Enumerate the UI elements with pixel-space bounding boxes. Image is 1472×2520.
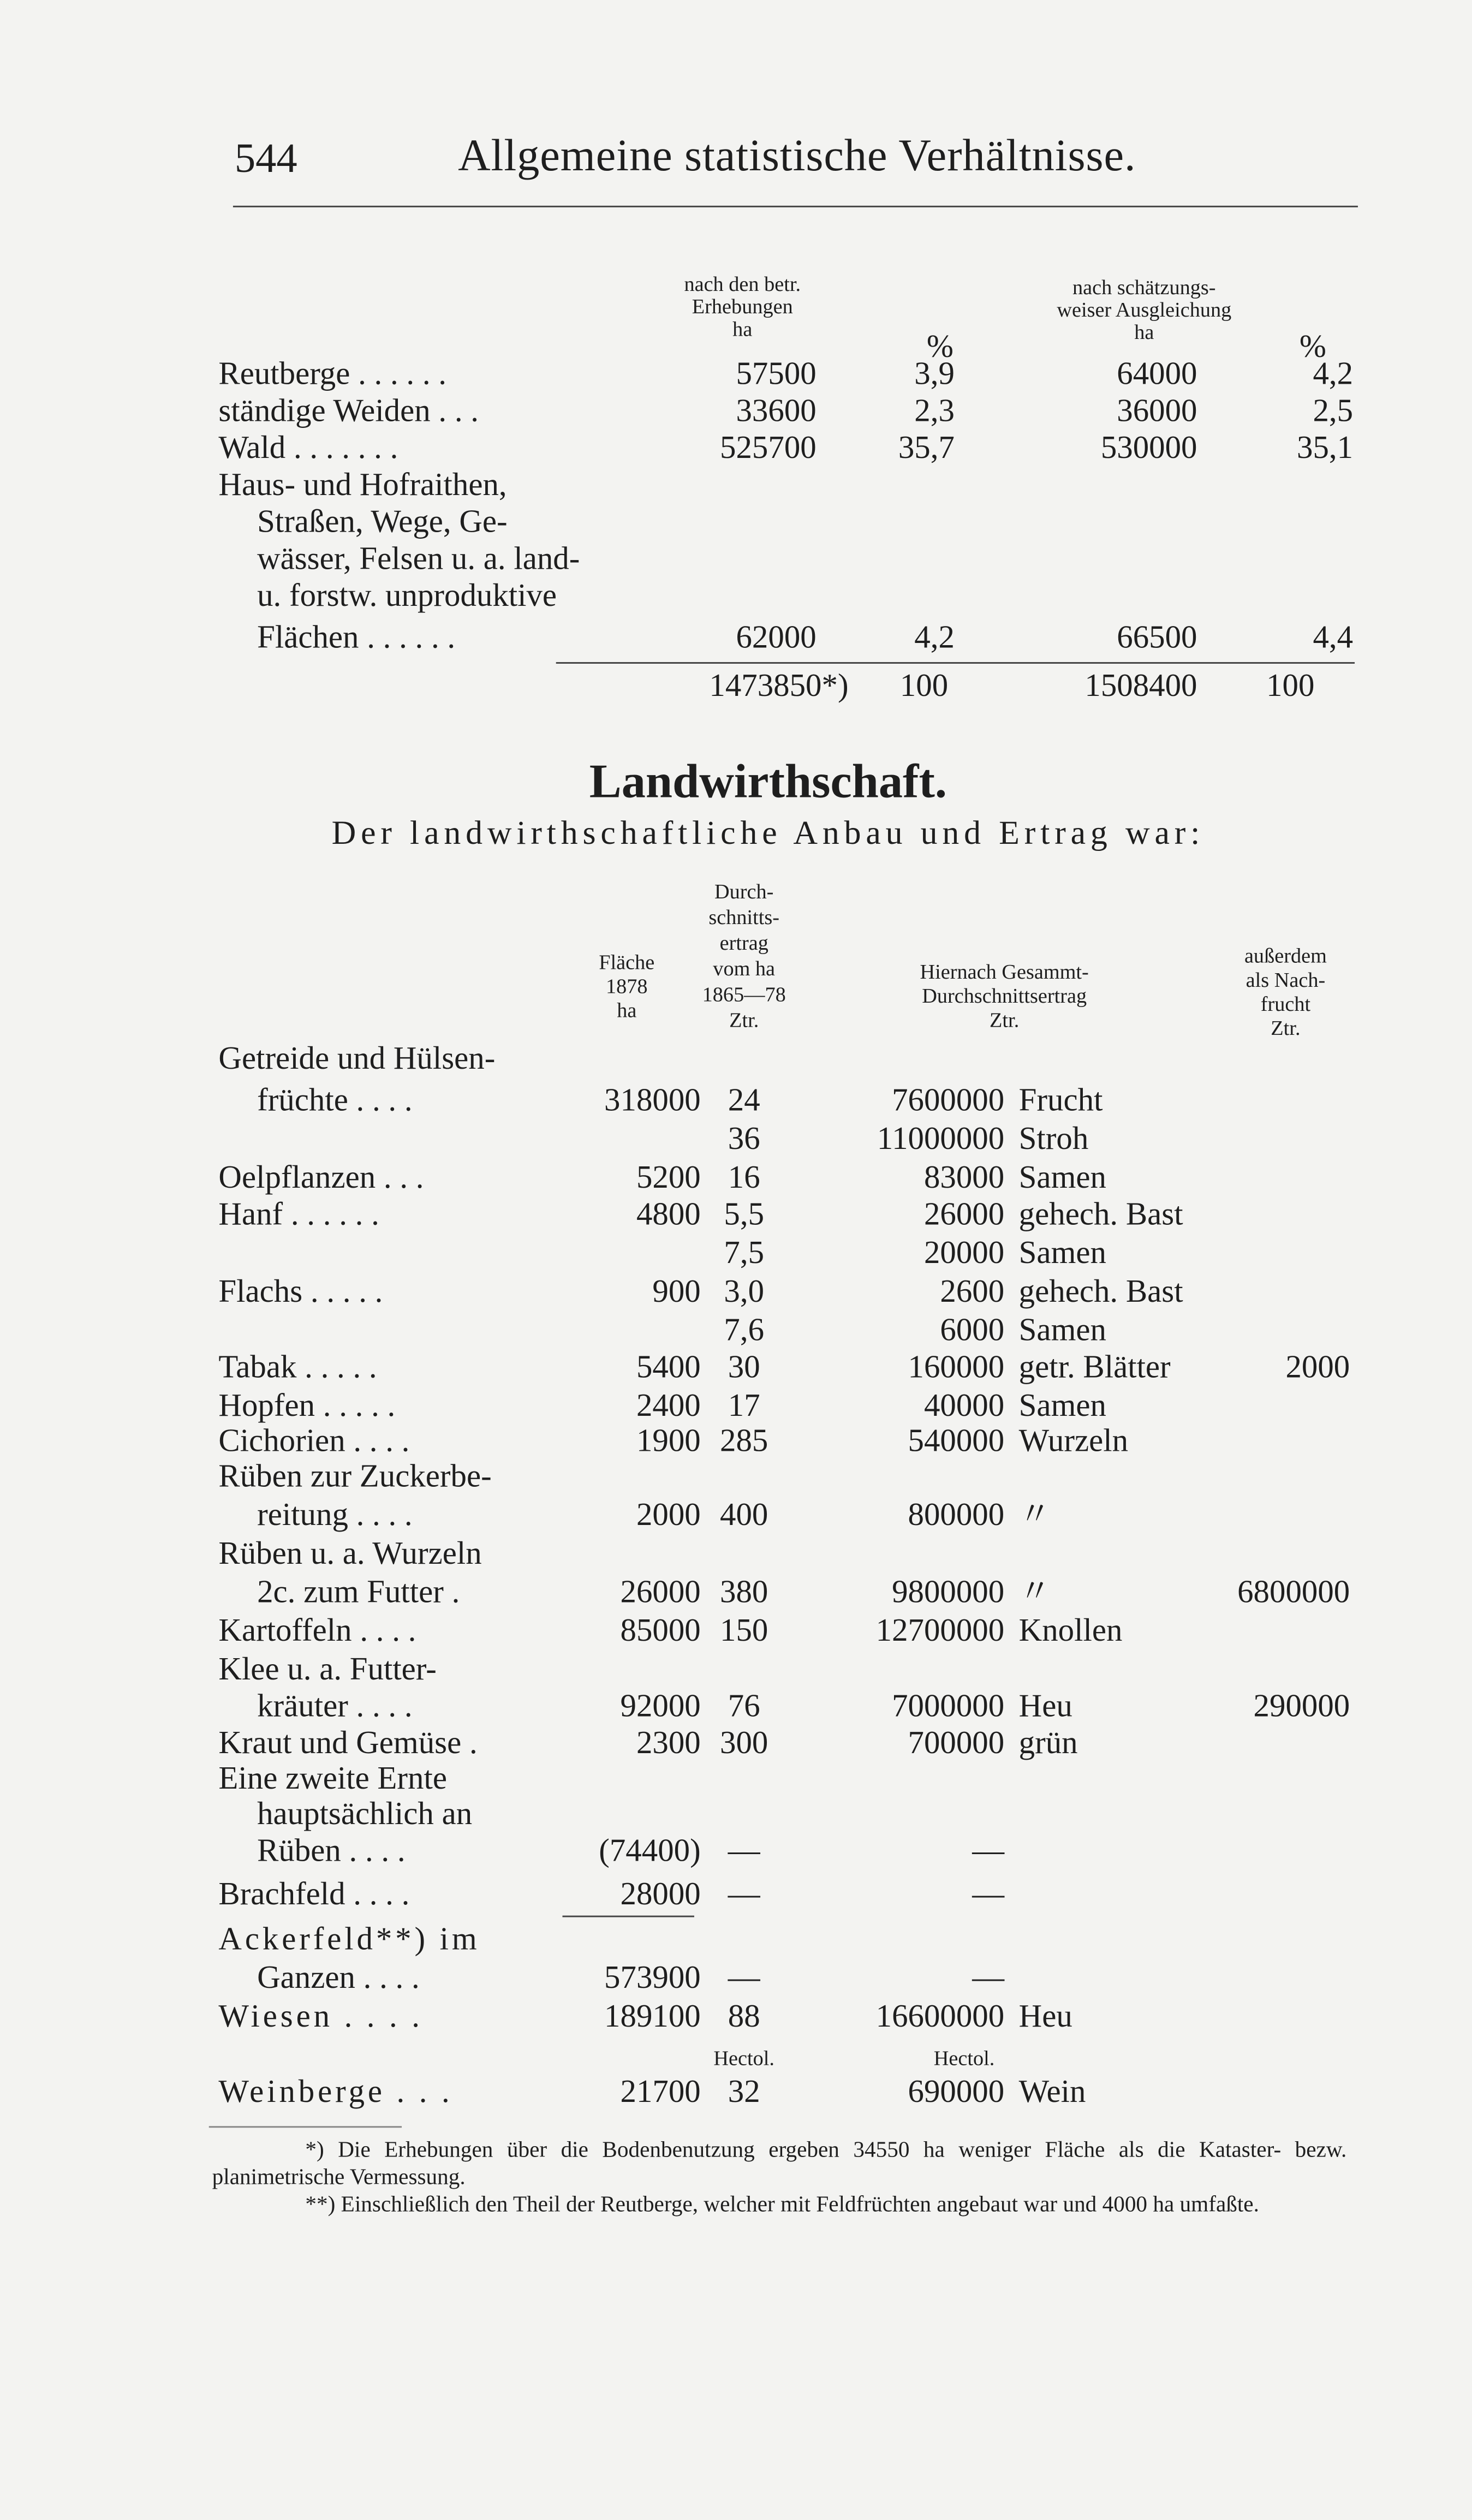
row-label: Kartoffeln . . . . bbox=[218, 1613, 416, 1649]
total-ha-ausgleichung: 1508400 bbox=[1084, 668, 1197, 704]
row-label: Klee u. a. Futter- bbox=[218, 1652, 437, 1688]
cell-gesammt: 9800000 bbox=[892, 1575, 1005, 1611]
row-label: Wald . . . . . . . bbox=[218, 431, 398, 466]
column-header-ausgleichung: ha bbox=[1134, 319, 1154, 344]
cell-gesammt: 12700000 bbox=[875, 1613, 1005, 1649]
cell-flaeche: 85000 bbox=[620, 1613, 701, 1649]
cell-ha-ausgleichung: 36000 bbox=[1117, 394, 1197, 430]
footnote-rule bbox=[209, 2126, 402, 2128]
row-label: Hopfen . . . . . bbox=[218, 1388, 396, 1424]
total-percent-erhebungen: 100 bbox=[899, 668, 949, 704]
unit-gesammt: Hectol. bbox=[933, 2046, 995, 2070]
row-label: Tabak . . . . . bbox=[218, 1350, 377, 1385]
cell-gesammt: 2600 bbox=[940, 1274, 1005, 1310]
cell-ertrag: 3,0 bbox=[724, 1274, 765, 1310]
cell-gesammt: — bbox=[972, 1833, 1005, 1869]
column-header-ertrag: Ztr. bbox=[729, 1008, 759, 1032]
column-header-flaeche: 1878 bbox=[606, 974, 648, 998]
cell-ertrag: 380 bbox=[720, 1575, 768, 1611]
column-header-ausgleichung: weiser Ausgleichung bbox=[1057, 297, 1232, 321]
cell-einheit: 〃 bbox=[1018, 1575, 1051, 1611]
footnote-1: *) Die Erhebungen über die Bodenbenutzung ergeben 34550 ha weniger Fläche als die Kataster- bezw. planimetrische Vermessung. bbox=[212, 2138, 1347, 2191]
cell-gesammt: 26000 bbox=[923, 1197, 1005, 1233]
cell-ertrag: 17 bbox=[728, 1388, 760, 1424]
total-ha-erhebungen: 1473850*) bbox=[709, 668, 849, 704]
cell-percent-ausgleichung: 4,2 bbox=[1313, 356, 1354, 392]
column-header-ertrag: 1865—78 bbox=[702, 981, 786, 1006]
footnote-2: **) Einschließlich den Theil der Reutberge, welcher mit Feldfrüchten angebaut war und 4000 ha umfaßte. bbox=[305, 2193, 1259, 2218]
cell-einheit: Wein bbox=[1018, 2075, 1086, 2110]
cell-percent-erhebungen: 3,9 bbox=[914, 356, 955, 392]
cell-nachfrucht: 290000 bbox=[1253, 1689, 1350, 1725]
column-header-nachfrucht: Ztr. bbox=[1271, 1015, 1301, 1040]
cell-percent-ausgleichung: 35,1 bbox=[1297, 431, 1354, 466]
cell-ertrag: 76 bbox=[728, 1689, 760, 1725]
row-label: Flachs . . . . . bbox=[218, 1274, 383, 1310]
cell-ertrag: — bbox=[728, 1876, 760, 1913]
cell-ertrag: 5,5 bbox=[724, 1197, 765, 1233]
cell-einheit: Frucht bbox=[1018, 1083, 1103, 1119]
unit-ertrag: Hectol. bbox=[713, 2046, 775, 2070]
cell-ertrag: 24 bbox=[728, 1083, 760, 1119]
cell-gesammt: — bbox=[972, 1961, 1005, 1996]
cell-gesammt: 7000000 bbox=[892, 1689, 1005, 1725]
cell-gesammt: 160000 bbox=[908, 1350, 1005, 1385]
column-header-gesammt: Ztr. bbox=[990, 1008, 1020, 1032]
section-subtitle: Der landwirthschaftliche Anbau und Ertrag war: bbox=[331, 813, 1205, 852]
row-label: Hanf . . . . . . bbox=[218, 1197, 379, 1233]
row-label: Haus- und Hofraithen, bbox=[218, 467, 507, 503]
cell-nachfrucht: 2000 bbox=[1285, 1350, 1350, 1385]
row-label: Ackerfeld**) im bbox=[218, 1922, 480, 1958]
cell-einheit: Wurzeln bbox=[1018, 1423, 1129, 1459]
cell-ha-ausgleichung: 530000 bbox=[1100, 431, 1197, 466]
cell-gesammt: 11000000 bbox=[877, 1122, 1005, 1157]
row-label: Getreide und Hülsen- bbox=[218, 1041, 496, 1077]
column-header-percent: % bbox=[926, 329, 953, 365]
cell-ertrag: — bbox=[728, 1833, 760, 1869]
row-label: Brachfeld . . . . bbox=[218, 1876, 410, 1913]
cell-ertrag: 30 bbox=[728, 1350, 760, 1385]
cell-ertrag: 88 bbox=[728, 1999, 760, 2035]
cell-percent-erhebungen: 35,7 bbox=[898, 431, 955, 466]
cell-ertrag: 16 bbox=[728, 1160, 760, 1196]
cell-gesammt: 700000 bbox=[908, 1726, 1005, 1761]
row-label: reitung . . . . bbox=[257, 1498, 413, 1533]
cell-percent-ausgleichung: 4,4 bbox=[1313, 620, 1354, 656]
cell-flaeche: 4800 bbox=[636, 1197, 701, 1233]
column-header-erhebungen: nach den betr. bbox=[684, 271, 801, 296]
row-label: Flächen . . . . . . bbox=[257, 620, 456, 656]
cell-ertrag: 300 bbox=[720, 1726, 768, 1761]
row-label: Rüben zur Zuckerbe- bbox=[218, 1459, 492, 1495]
column-header-nachfrucht: frucht bbox=[1260, 991, 1311, 1016]
column-header-flaeche: Fläche bbox=[599, 950, 655, 974]
cell-einheit: Samen bbox=[1018, 1313, 1106, 1349]
cell-flaeche: 26000 bbox=[620, 1575, 701, 1611]
cell-einheit: Samen bbox=[1018, 1236, 1106, 1271]
cell-einheit: Samen bbox=[1018, 1160, 1106, 1196]
column-header-erhebungen: Erhebungen bbox=[692, 294, 793, 318]
column-header-ertrag: vom ha bbox=[713, 956, 776, 981]
cell-flaeche: 2300 bbox=[636, 1726, 701, 1761]
cell-flaeche: 21700 bbox=[620, 2075, 701, 2110]
cell-flaeche: 1900 bbox=[636, 1423, 701, 1459]
row-label: kräuter . . . . bbox=[257, 1689, 413, 1725]
column-header-ertrag: schnitts- bbox=[708, 904, 780, 929]
cell-gesammt: — bbox=[972, 1876, 1005, 1913]
running-title: Allgemeine statistische Verhältnisse. bbox=[458, 132, 1136, 182]
cell-einheit: 〃 bbox=[1018, 1498, 1051, 1533]
cell-gesammt: 83000 bbox=[923, 1160, 1005, 1196]
row-label: Kraut und Gemüse . bbox=[218, 1726, 478, 1761]
column-header-flaeche: ha bbox=[617, 998, 637, 1022]
cell-ertrag: — bbox=[728, 1961, 760, 1996]
cell-flaeche: 5200 bbox=[636, 1160, 701, 1196]
cell-ha-erhebungen: 57500 bbox=[736, 356, 817, 392]
cell-nachfrucht: 6800000 bbox=[1237, 1575, 1350, 1611]
row-label: Straßen, Wege, Ge- bbox=[257, 504, 508, 540]
cell-percent-erhebungen: 4,2 bbox=[914, 620, 955, 656]
cell-gesammt: 7600000 bbox=[892, 1083, 1005, 1119]
row-label: hauptsächlich an bbox=[257, 1796, 473, 1832]
row-label: Cichorien . . . . bbox=[218, 1423, 410, 1459]
cell-flaeche: (74400) bbox=[599, 1833, 701, 1869]
cell-einheit: gehech. Bast bbox=[1018, 1274, 1183, 1310]
cell-percent-ausgleichung: 2,5 bbox=[1313, 394, 1354, 430]
cell-ertrag: 36 bbox=[728, 1122, 760, 1157]
row-label: Rüben . . . . bbox=[257, 1833, 406, 1869]
total-percent-ausgleichung: 100 bbox=[1266, 668, 1315, 704]
cell-einheit: getr. Blätter bbox=[1018, 1350, 1171, 1385]
row-label: Wiesen . . . . bbox=[218, 1999, 423, 2035]
row-label: früchte . . . . bbox=[257, 1083, 413, 1119]
cell-gesammt: 540000 bbox=[908, 1423, 1005, 1459]
column-header-ertrag: ertrag bbox=[719, 930, 768, 955]
row-label: Reutberge . . . . . . bbox=[218, 356, 447, 392]
cell-einheit: Samen bbox=[1018, 1388, 1106, 1424]
cell-einheit: Stroh bbox=[1018, 1122, 1089, 1157]
cell-einheit: gehech. Bast bbox=[1018, 1197, 1183, 1233]
row-label: Oelpflanzen . . . bbox=[218, 1160, 424, 1196]
cell-flaeche: 5400 bbox=[636, 1350, 701, 1385]
cell-ertrag: 150 bbox=[720, 1613, 768, 1649]
cell-gesammt: 16600000 bbox=[875, 1999, 1005, 2035]
cell-ertrag: 400 bbox=[720, 1498, 768, 1533]
row-label: Weinberge . . . bbox=[218, 2075, 453, 2110]
cell-flaeche: 28000 bbox=[620, 1876, 701, 1913]
cell-ha-erhebungen: 33600 bbox=[736, 394, 817, 430]
cell-flaeche: 189100 bbox=[604, 1999, 701, 2035]
cell-einheit: grün bbox=[1018, 1726, 1078, 1761]
cell-ertrag: 285 bbox=[720, 1423, 768, 1459]
cell-ha-erhebungen: 525700 bbox=[720, 431, 817, 466]
cell-gesammt: 40000 bbox=[923, 1388, 1005, 1424]
sum-rule bbox=[556, 662, 1355, 664]
cell-flaeche: 318000 bbox=[604, 1083, 701, 1119]
sum-rule bbox=[563, 1916, 694, 1917]
cell-ertrag: 7,6 bbox=[724, 1313, 765, 1349]
row-label: Rüben u. a. Wurzeln bbox=[218, 1536, 482, 1572]
cell-ertrag: 7,5 bbox=[724, 1236, 765, 1271]
cell-flaeche: 900 bbox=[652, 1274, 701, 1310]
row-label: 2c. zum Futter . bbox=[257, 1575, 460, 1611]
row-label: u. forstw. unproduktive bbox=[257, 578, 557, 614]
row-label: Ganzen . . . . bbox=[257, 1961, 420, 1996]
cell-ertrag: 32 bbox=[728, 2075, 760, 2110]
cell-einheit: Heu bbox=[1018, 1689, 1072, 1725]
column-header-percent: % bbox=[1299, 329, 1327, 365]
column-header-erhebungen: ha bbox=[732, 317, 753, 341]
cell-einheit: Heu bbox=[1018, 1999, 1072, 2035]
row-label: ständige Weiden . . . bbox=[218, 394, 479, 430]
cell-flaeche: 2400 bbox=[636, 1388, 701, 1424]
column-header-nachfrucht: außerdem bbox=[1244, 943, 1327, 968]
page-number: 544 bbox=[234, 135, 297, 182]
cell-einheit: Knollen bbox=[1018, 1613, 1123, 1649]
cell-gesammt: 690000 bbox=[908, 2075, 1005, 2110]
cell-ha-ausgleichung: 64000 bbox=[1117, 356, 1197, 392]
column-header-nachfrucht: als Nach- bbox=[1245, 967, 1326, 992]
column-header-gesammt: Durchschnittsertrag bbox=[922, 983, 1087, 1008]
column-header-gesammt: Hiernach Gesammt- bbox=[920, 959, 1089, 984]
header-rule bbox=[233, 206, 1358, 208]
cell-ha-ausgleichung: 66500 bbox=[1117, 620, 1197, 656]
cell-ha-erhebungen: 62000 bbox=[736, 620, 817, 656]
row-label: wässer, Felsen u. a. land- bbox=[257, 541, 580, 577]
cell-gesammt: 6000 bbox=[940, 1313, 1005, 1349]
row-label: Eine zweite Ernte bbox=[218, 1761, 447, 1797]
section-title: Landwirthschaft. bbox=[589, 755, 947, 808]
cell-percent-erhebungen: 2,3 bbox=[914, 394, 955, 430]
cell-flaeche: 573900 bbox=[604, 1961, 701, 1996]
column-header-ausgleichung: nach schätzungs- bbox=[1072, 275, 1216, 299]
column-header-ertrag: Durch- bbox=[714, 879, 774, 903]
cell-gesammt: 20000 bbox=[923, 1236, 1005, 1271]
cell-flaeche: 2000 bbox=[636, 1498, 701, 1533]
cell-gesammt: 800000 bbox=[908, 1498, 1005, 1533]
cell-flaeche: 92000 bbox=[620, 1689, 701, 1725]
